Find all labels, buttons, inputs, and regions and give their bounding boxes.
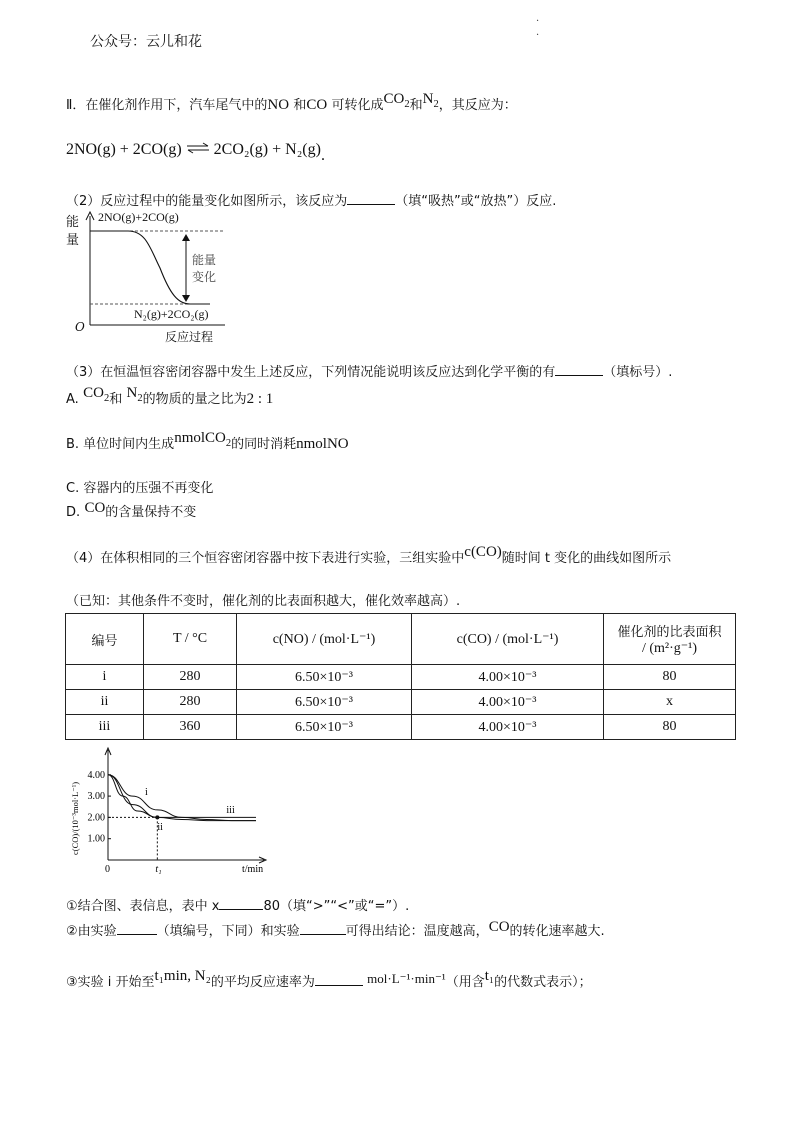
origin-label: O — [75, 320, 85, 334]
energy-y-label: 能 — [66, 215, 80, 230]
y-tick-label: 2.00 — [87, 812, 105, 824]
y-tick-label: 3.00 — [87, 791, 105, 803]
answer-blank[interactable] — [555, 363, 603, 376]
table-header-cell: 编号 — [66, 614, 144, 665]
answer-blank[interactable] — [219, 897, 263, 910]
scan-dot: · — [536, 30, 540, 41]
question-3: （3）在恒温恒容密闭容器中发生上述反应，下列情况能说明该反应达到化学平衡的有 （填标号）. — [66, 365, 673, 380]
formula-no: NO — [267, 97, 290, 113]
answer-blank[interactable] — [347, 192, 395, 205]
table-row: i 280 6.50×10⁻³ 4.00×10⁻³ 80 — [66, 665, 736, 690]
table-header-cell: c(CO) / (mol·L⁻¹) — [412, 614, 604, 665]
x-axis-label: t/min — [242, 864, 264, 875]
series-label-ii: ii — [157, 822, 163, 834]
table-header-cell: T / °C — [144, 614, 237, 665]
table-row: iii 360 6.50×10⁻³ 4.00×10⁻³ 80 — [66, 715, 736, 740]
x-tick-label: t₁ — [155, 864, 162, 875]
subquestion-1: ①结合图、表信息，表中 x 80（填“>”“<”或“=”）. — [66, 899, 410, 914]
equilibrium-arrow-icon — [186, 141, 210, 159]
energy-change-label: 能量 — [192, 253, 217, 267]
series-label-i: i — [145, 787, 148, 799]
answer-blank[interactable] — [117, 922, 157, 935]
y-axis-label: c(CO)/(10⁻³mol·L⁻¹) — [70, 781, 80, 855]
reactants-label: 2NO(g)+2CO(g) — [98, 210, 179, 224]
question-4-note: （已知：其他条件不变时，催化剂的比表面积越大，催化效率越高）. — [66, 594, 461, 609]
energy-change-label: 变化 — [192, 270, 217, 284]
subquestion-3: ③实验 i 开始至t₁min, N₂的平均反应速率为 mol·L⁻¹·min⁻¹（用含t₁的代数式表示）； — [66, 968, 592, 990]
energy-y-label: 量 — [66, 233, 80, 248]
part2-intro: Ⅱ．在催化剂作用下，汽车尾气中的NO 和CO 可转化成$CO_2$和$N_2$，其反应为： — [66, 91, 517, 113]
concentration-chart — [66, 746, 272, 876]
option-b: B. 单位时间内生成nmolCO$_2$的同时消耗nmolNO — [66, 430, 349, 452]
option-d: D. CO的含量保持不变 — [66, 500, 197, 520]
scan-dot: · — [536, 16, 540, 27]
series-label-iii: iii — [226, 805, 235, 817]
formula-co: CO — [306, 97, 328, 113]
answer-blank[interactable] — [300, 922, 346, 935]
table-header-cell: 催化剂的比表面积 / (m²·g⁻¹) — [604, 614, 736, 665]
table-header-cell: c(NO) / (mol·L⁻¹) — [237, 614, 412, 665]
table-row: ii 280 6.50×10⁻³ 4.00×10⁻³ x — [66, 690, 736, 715]
formula-co2: $CO_2$ — [383, 91, 410, 110]
answer-blank[interactable] — [315, 973, 363, 986]
reaction-equation: 2NO(g) + 2CO(g) 2CO₂(g) + N₂(g). — [66, 141, 325, 164]
subquestion-2: ②由实验 （填编号，下同）和实验 可得出结论：温度越高，CO的转化速率越大. — [66, 919, 605, 939]
formula-n2: $N_2$ — [422, 91, 439, 110]
table-header-row — [66, 614, 736, 665]
energy-x-label: 反应过程 — [165, 330, 214, 344]
x-tick-label: 0 — [105, 864, 110, 875]
option-a: A. $CO_2$和 $N_2$的物质的量之比为2 : 1 — [66, 385, 274, 407]
products-label: N₂(g)+2CO₂(g) — [134, 307, 209, 321]
source-header: 公众号：云儿和花 — [90, 34, 202, 50]
option-c: C. 容器内的压强不再变化 — [66, 481, 214, 496]
y-tick-label: 4.00 — [87, 769, 105, 781]
question-4: （4）在体积相同的三个恒容密闭容器中按下表进行实验，三组实验中c(CO)随时间 t 变化的曲线如图所示 — [66, 544, 672, 566]
question-2: （2）反应过程中的能量变化如图所示，该反应为 （填“吸热”或“放热”）反应. — [66, 194, 557, 209]
experiment-table — [65, 613, 736, 740]
y-tick-label: 1.00 — [87, 833, 105, 845]
